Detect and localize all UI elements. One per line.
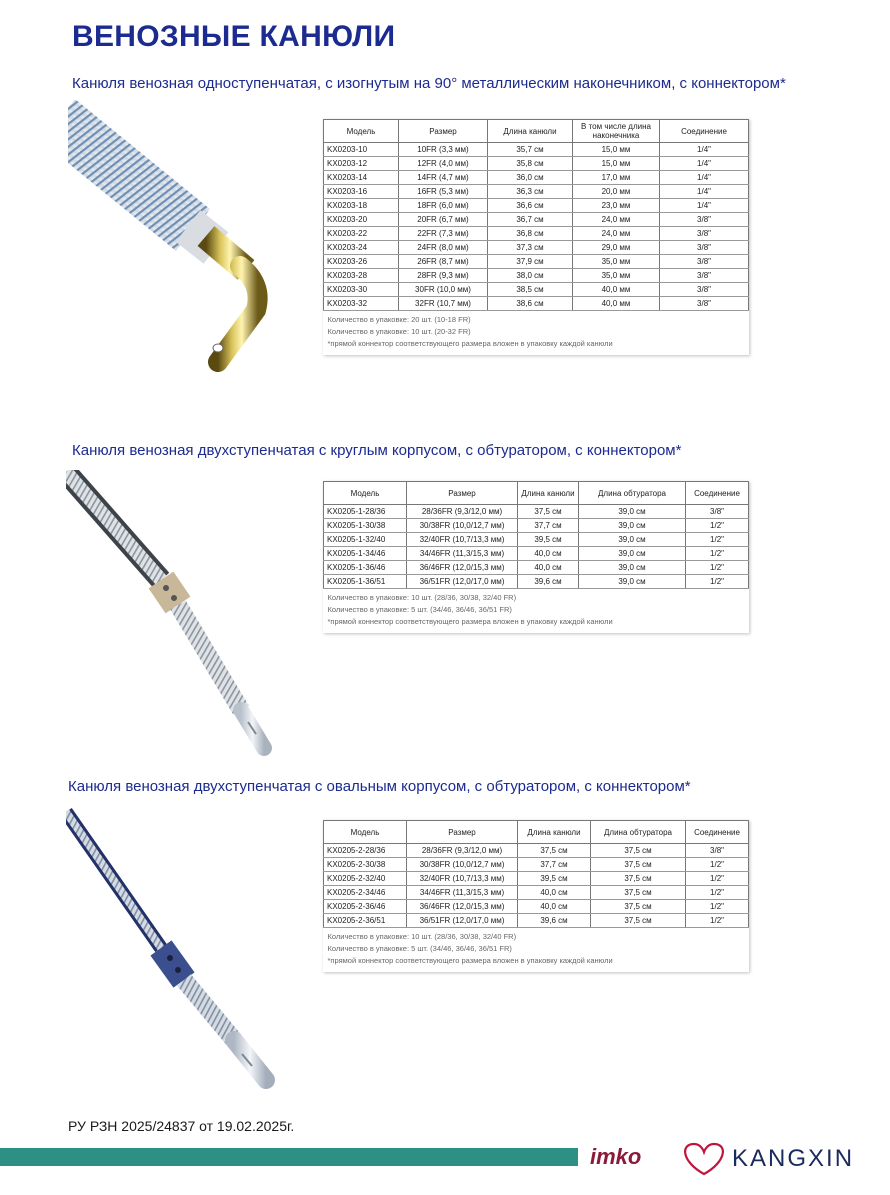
table-cell: 32FR (10,7 мм) — [399, 297, 488, 311]
kangxin-logo-text: KANGXIN — [732, 1145, 855, 1172]
table-cell: 30FR (10,0 мм) — [399, 283, 488, 297]
table-cell: 3/8" — [686, 505, 749, 519]
table-row — [324, 297, 749, 311]
section-title-bent-tip: Канюля венозная одноступенчатая, с изогнутым на 90° металлическим наконечником, с коннектором* — [72, 75, 786, 92]
table-cell: 32/40FR (10,7/13,3 мм) — [407, 872, 518, 886]
table-row — [324, 213, 749, 227]
cannula-round-body-image — [66, 470, 296, 770]
table-cell: 16FR (5,3 мм) — [399, 185, 488, 199]
table-cell: KX0203-20 — [324, 213, 399, 227]
table-row — [324, 900, 749, 914]
table-cell: 1/2" — [686, 914, 749, 928]
table-cell: 30/38FR (10,0/12,7 мм) — [407, 858, 518, 872]
table-cell: 39,6 см — [518, 914, 591, 928]
table-row — [324, 199, 749, 213]
table-cell: KX0205-2-32/40 — [324, 872, 407, 886]
table-row — [324, 914, 749, 928]
col-header-obturator-length: Длина обтуратора — [591, 821, 686, 844]
table-notes — [324, 928, 749, 973]
table-cell: 1/2" — [686, 547, 749, 561]
table-cell: KX0203-16 — [324, 185, 399, 199]
table-row — [324, 227, 749, 241]
table-cell: 35,0 мм — [573, 255, 660, 269]
table-cell: 39,0 см — [579, 533, 686, 547]
table-cell: 34/46FR (11,3/15,3 мм) — [407, 547, 518, 561]
table-cell: 40,0 см — [518, 900, 591, 914]
table-cell: 1/2" — [686, 900, 749, 914]
page-title: ВЕНОЗНЫЕ КАНЮЛИ — [72, 20, 396, 53]
table-row — [324, 561, 749, 575]
table-cell: KX0203-18 — [324, 199, 399, 213]
table-cell: 26FR (8,7 мм) — [399, 255, 488, 269]
table-cell: 3/8" — [660, 283, 749, 297]
table-cell: 28FR (9,3 мм) — [399, 269, 488, 283]
table-cell: 1/2" — [686, 886, 749, 900]
footer-band — [0, 1148, 578, 1166]
table-cell: KX0205-2-30/38 — [324, 858, 407, 872]
table-row — [324, 185, 749, 199]
table-cell: 36,6 см — [488, 199, 573, 213]
table-cell: KX0203-26 — [324, 255, 399, 269]
table-cell: 3/8" — [660, 241, 749, 255]
note-line: *прямой коннектор соответствующего размера вложен в упаковку каждой канюли — [327, 339, 613, 348]
table-cell: 34/46FR (11,3/15,3 мм) — [407, 886, 518, 900]
table-cell: 36/51FR (12,0/17,0 мм) — [407, 575, 518, 589]
table-header-row — [324, 120, 749, 143]
table-notes-row — [324, 928, 749, 973]
table-cell: 1/2" — [686, 533, 749, 547]
table-row — [324, 844, 749, 858]
table-cell: 17,0 мм — [573, 171, 660, 185]
table-notes-row — [324, 589, 749, 634]
table-cell: KX0205-2-36/46 — [324, 900, 407, 914]
col-header-model: Модель — [324, 482, 407, 505]
table-header-row — [324, 482, 749, 505]
registration-number: РУ РЗН 2025/24837 от 19.02.2025г. — [68, 1118, 295, 1134]
table-row — [324, 269, 749, 283]
table-cell: 1/2" — [686, 872, 749, 886]
table-cell: 38,5 см — [488, 283, 573, 297]
note-line: Количество в упаковке: 10 шт. (20-32 FR) — [327, 327, 471, 336]
table-cell: 37,3 см — [488, 241, 573, 255]
table-cell: 20,0 мм — [573, 185, 660, 199]
table-cell: 37,9 см — [488, 255, 573, 269]
table-cell: 3/8" — [660, 297, 749, 311]
table-cell: 37,5 см — [518, 844, 591, 858]
table-cell: 37,5 см — [591, 844, 686, 858]
table-cell: 37,5 см — [518, 505, 579, 519]
table-cell: 37,7 см — [518, 519, 579, 533]
section-title-round-body: Канюля венозная двухступенчатая с круглым корпусом, с обтуратором, с коннектором* — [72, 442, 682, 459]
col-header-size: Размер — [407, 821, 518, 844]
col-header-cannula-length: Длина канюли — [518, 482, 579, 505]
table-cell: KX0205-2-28/36 — [324, 844, 407, 858]
table-cell: 37,7 см — [518, 858, 591, 872]
note-line: *прямой коннектор соответствующего размера вложен в упаковку каждой канюли — [327, 617, 613, 626]
table-body — [324, 844, 749, 928]
table-cell: 24,0 мм — [573, 227, 660, 241]
table-cell: 40,0 мм — [573, 297, 660, 311]
table-cell: 38,0 см — [488, 269, 573, 283]
table-cell: 1/4" — [660, 157, 749, 171]
table-cell: 14FR (4,7 мм) — [399, 171, 488, 185]
table-cell: 18FR (6,0 мм) — [399, 199, 488, 213]
table-cell: 1/4" — [660, 171, 749, 185]
table-cell: KX0203-14 — [324, 171, 399, 185]
note-line: Количество в упаковке: 5 шт. (34/46, 36/46, 36/51 FR) — [327, 605, 512, 614]
table-header-row — [324, 821, 749, 844]
table-cell: KX0205-2-34/46 — [324, 886, 407, 900]
col-header-connection: Соединение — [686, 482, 749, 505]
table-cell: KX0203-24 — [324, 241, 399, 255]
col-header-model: Модель — [324, 821, 407, 844]
table-row — [324, 505, 749, 519]
col-header-connection: Соединение — [686, 821, 749, 844]
table-cell: 39,5 см — [518, 533, 579, 547]
table-cell: 35,0 мм — [573, 269, 660, 283]
table-cell: 1/2" — [686, 575, 749, 589]
table-cell: 38,6 см — [488, 297, 573, 311]
note-line: Количество в упаковке: 20 шт. (10-18 FR) — [327, 315, 471, 324]
table-cell: 39,5 см — [518, 872, 591, 886]
table-cell: KX0205-1-36/46 — [324, 561, 407, 575]
table-cell: 39,0 см — [579, 575, 686, 589]
table-cell: KX0203-30 — [324, 283, 399, 297]
col-header-obturator-length: Длина обтуратора — [579, 482, 686, 505]
table-cell: 1/2" — [686, 519, 749, 533]
table-cell: KX0203-28 — [324, 269, 399, 283]
brand-logo — [590, 1136, 875, 1180]
table-cell: 10FR (3,3 мм) — [399, 143, 488, 157]
table-cell: KX0205-2-36/51 — [324, 914, 407, 928]
table-cell: KX0205-1-28/36 — [324, 505, 407, 519]
col-header-model: Модель — [324, 120, 399, 143]
table-cell: 1/2" — [686, 561, 749, 575]
table-cell: 37,5 см — [591, 886, 686, 900]
table-cell: 24FR (8,0 мм) — [399, 241, 488, 255]
table-row — [324, 547, 749, 561]
spec-table-bent-tip — [323, 119, 749, 355]
table-cell: 39,0 см — [579, 547, 686, 561]
table-cell: 36,7 см — [488, 213, 573, 227]
table-cell: 15,0 мм — [573, 157, 660, 171]
table-cell: 40,0 см — [518, 547, 579, 561]
table-cell: 40,0 мм — [573, 283, 660, 297]
table-row — [324, 886, 749, 900]
col-header-connection: Соединение — [660, 120, 749, 143]
table-cell: 20FR (6,7 мм) — [399, 213, 488, 227]
note-line: *прямой коннектор соответствующего размера вложен в упаковку каждой канюли — [327, 956, 613, 965]
table-cell: 28/36FR (9,3/12,0 мм) — [407, 844, 518, 858]
col-header-size: Размер — [399, 120, 488, 143]
table-cell: 35,7 см — [488, 143, 573, 157]
table-cell: 30/38FR (10,0/12,7 мм) — [407, 519, 518, 533]
table-cell: 15,0 мм — [573, 143, 660, 157]
table-notes — [324, 311, 749, 356]
note-line: Количество в упаковке: 10 шт. (28/36, 30/38, 32/40 FR) — [327, 932, 517, 941]
table-row — [324, 241, 749, 255]
table-cell: 37,5 см — [591, 914, 686, 928]
table-body — [324, 143, 749, 311]
table-cell: 12FR (4,0 мм) — [399, 157, 488, 171]
table-cell: 39,6 см — [518, 575, 579, 589]
table-cell: KX0203-22 — [324, 227, 399, 241]
col-header-size: Размер — [407, 482, 518, 505]
table-notes — [324, 589, 749, 634]
col-header-cannula-length: Длина канюли — [518, 821, 591, 844]
table-cell: 32/40FR (10,7/13,3 мм) — [407, 533, 518, 547]
table-cell: 36/51FR (12,0/17,0 мм) — [407, 914, 518, 928]
spec-table-round-body — [323, 481, 749, 633]
table-cell: 39,0 см — [579, 561, 686, 575]
cannula-bent-tip-image — [68, 100, 293, 410]
table-cell: 1/4" — [660, 185, 749, 199]
table-cell: 22FR (7,3 мм) — [399, 227, 488, 241]
table-row — [324, 283, 749, 297]
table-cell: 1/2" — [686, 858, 749, 872]
section-title-oval-body: Канюля венозная двухступенчатая с овальным корпусом, с обтуратором, с коннектором* — [68, 778, 691, 795]
table-cell: 36/46FR (12,0/15,3 мм) — [407, 900, 518, 914]
table-cell: 36,8 см — [488, 227, 573, 241]
heart-icon — [685, 1144, 723, 1174]
cannula-oval-body-image — [66, 808, 296, 1108]
table-body — [324, 505, 749, 589]
imko-logo-text: imko — [590, 1144, 642, 1169]
table-notes-row — [324, 311, 749, 356]
table-row — [324, 533, 749, 547]
table-row — [324, 143, 749, 157]
col-header-tip-length: В том числе длина наконечника — [573, 120, 660, 143]
note-line: Количество в упаковке: 10 шт. (28/36, 30/38, 32/40 FR) — [327, 593, 517, 602]
table-cell: 3/8" — [660, 213, 749, 227]
table-cell: 1/4" — [660, 199, 749, 213]
table-cell: 3/8" — [686, 844, 749, 858]
table-cell: 39,0 см — [579, 519, 686, 533]
table-cell: 37,5 см — [591, 858, 686, 872]
note-line: Количество в упаковке: 5 шт. (34/46, 36/46, 36/51 FR) — [327, 944, 512, 953]
table-cell: KX0203-32 — [324, 297, 399, 311]
table-cell: 24,0 мм — [573, 213, 660, 227]
table-cell: 23,0 мм — [573, 199, 660, 213]
table-cell: 39,0 см — [579, 505, 686, 519]
table-row — [324, 255, 749, 269]
table-row — [324, 858, 749, 872]
table-cell: 37,5 см — [591, 872, 686, 886]
table-cell: 29,0 мм — [573, 241, 660, 255]
table-cell: 40,0 см — [518, 561, 579, 575]
table-cell: 35,8 см — [488, 157, 573, 171]
table-cell: 3/8" — [660, 255, 749, 269]
table-cell: KX0205-1-34/46 — [324, 547, 407, 561]
table-cell: 37,5 см — [591, 900, 686, 914]
table-cell: KX0205-1-30/38 — [324, 519, 407, 533]
table-row — [324, 872, 749, 886]
table-row — [324, 575, 749, 589]
table-cell: 28/36FR (9,3/12,0 мм) — [407, 505, 518, 519]
table-cell: KX0205-1-36/51 — [324, 575, 407, 589]
table-row — [324, 157, 749, 171]
table-cell: KX0205-1-32/40 — [324, 533, 407, 547]
table-cell: 36/46FR (12,0/15,3 мм) — [407, 561, 518, 575]
spec-table-oval-body — [323, 820, 749, 972]
table-row — [324, 171, 749, 185]
table-cell: 3/8" — [660, 227, 749, 241]
col-header-cannula-length: Длина канюли — [488, 120, 573, 143]
table-cell: 36,0 см — [488, 171, 573, 185]
table-cell: 40,0 см — [518, 886, 591, 900]
table-cell: 3/8" — [660, 269, 749, 283]
table-cell: KX0203-10 — [324, 143, 399, 157]
table-cell: 36,3 см — [488, 185, 573, 199]
table-row — [324, 519, 749, 533]
table-cell: KX0203-12 — [324, 157, 399, 171]
table-cell: 1/4" — [660, 143, 749, 157]
